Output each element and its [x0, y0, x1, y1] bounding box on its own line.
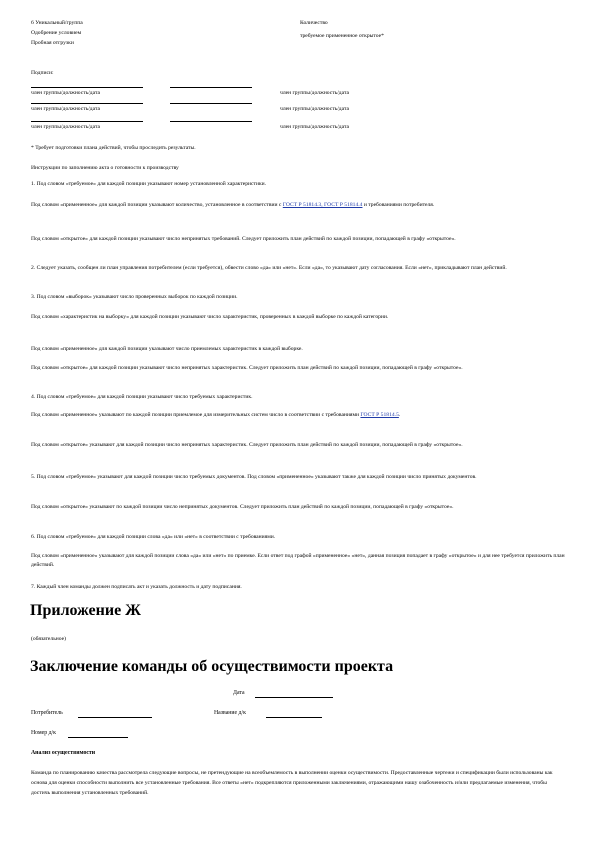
part-name-field[interactable] [266, 717, 322, 718]
instruction-paragraph: Под словом «характеристик на выборку» для каждой позиции указывают число характеристик, проверенных в каждой выборке по каждой категории. [31, 314, 389, 320]
date-field[interactable] [255, 697, 333, 698]
instruction-paragraph: Под словом «открытое» указывают по каждой позиции число непринятых документов. Следует приложить план действий по каждой позиции, попадающей в графу «открытое». [31, 504, 454, 510]
signatures-title: Подписи: [31, 70, 54, 76]
signature-line [170, 121, 252, 122]
instruction-paragraph: 6. Под словом «требуемое» для каждой позиции слова «да» или «нет» в соответствии с требованиями. [31, 534, 276, 540]
appendix-title: Приложение Ж [30, 602, 141, 619]
date-label: Дата [233, 690, 245, 696]
consumer-label: Потребитель [31, 710, 63, 716]
signature-caption: член группы/должность/дата [31, 106, 100, 112]
signature-caption: член группы/должность/дата [31, 124, 100, 130]
signature-line [170, 103, 252, 104]
instruction-paragraph: 1. Под словом «требуемое» для каждой позиции указывают номер установленной характеристики. [31, 181, 267, 187]
feasibility-paragraph: Команда по планированию качества рассмотрела следующие вопросы, не претендующие на всеобъемлемость в выполнении оценки осуществимости. Предоставленные чертежи и спецификации были использованы как основа для оценки способности выполнить все установленные требования. Все ответы «нет» подкрепляются приложенными заключениями, отражающими нашу озабоченность и/или предлагаемые изменения, чтобы достичь выполнения установленных требований. [31, 770, 553, 796]
instruction-paragraph: 4. Под словом «требуемое» для каждой позиции указывают число требуемых характеристик. [31, 394, 253, 400]
signature-caption: член группы/должность/дата [280, 90, 349, 96]
footnote: * Требует подготовки плана действий, чтобы проследить результаты. [31, 145, 196, 151]
instruction-paragraph: Под словом «открытое» указывают для каждой позиции число непринятых характеристик. Следует приложить план действий по каждой позиции, попадающей в графу «открытое». [31, 442, 463, 448]
signature-caption: член группы/должность/дата [280, 106, 349, 112]
signature-line [31, 121, 143, 122]
part-name-label: Название д/к [214, 710, 246, 716]
header-right-line-2: требуемое примененное открытое* [300, 33, 384, 39]
consumer-field[interactable] [78, 717, 152, 718]
signature-line [31, 87, 143, 88]
instruction-paragraph: Под словом «примененное» указывают по каждой позиции приемлемое для измерительных систем число в соответствии с требованиями ГОСТ Р 51814.5. [31, 412, 401, 418]
instruction-paragraph: 3. Под словом «выборок» указывают число проверенных выборок по каждой позиции. [31, 294, 238, 300]
header-right-line-1: Количество [300, 20, 328, 26]
gost-link[interactable]: ГОСТ Р 51814.5 [360, 412, 399, 418]
instruction-paragraph: Под словом «примененное» для каждой позиции указывают количество, установленное в соответствии с ГОСТ Р 51814.3, ГОСТ Р 51814.4 и требованиями потребителя. [31, 202, 435, 208]
signature-line [170, 87, 252, 88]
header-left-line-3: Пробная отгрузки [31, 40, 74, 46]
part-number-label: Номер д/к [31, 730, 56, 736]
instruction-paragraph: 5. Под словом «требуемое» указывают для каждой позиции число требуемых документов. Под словом «примененное» указывают также для каждой позиции число принятых документов. [31, 474, 477, 480]
signature-caption: член группы/должность/дата [280, 124, 349, 130]
instructions-title: Инструкции по заполнению акта о готовности к производству [31, 165, 179, 171]
feasibility-title: Анализ осуществимости [31, 750, 96, 756]
instruction-paragraph: Под словом «открытое» для каждой позиции указывают число непринятых характеристик. Следует приложить план действий по каждой позиции, попадающей в графу «открытое». [31, 365, 463, 371]
instruction-paragraph: Под словом «открытое» для каждой позиции указывают число непринятых требований. Следует приложить план действий по каждой позиции, попадающей в графу «открытое». [31, 236, 456, 242]
instruction-paragraph: 2. Следует указать, сообщен ли план управления потребителем (если требуется), обвести слово «да» или «нет». Если «да», то указывают дату согласования. Если «нет», прикладывают план действий. [31, 265, 507, 271]
appendix-note: (обязательное) [31, 636, 66, 642]
conclusion-title: Заключение команды об осуществимости проекта [30, 658, 394, 675]
instruction-paragraph: 7. Каждый член команды должен подписать акт и указать должность и дату подписания. [31, 584, 242, 590]
instruction-paragraph: Под словом «примененное» указывают для каждой позиции слова «да» или «нет» по приемке. Если ответ под графой «примененное» «нет», данная позиция попадает в графу «открытое» и для нее требуется приложить план действий. [31, 553, 565, 568]
header-left-line-2: Одобрение условием [31, 30, 82, 36]
header-left-line-1: 6 Уникальный/группа [31, 20, 83, 26]
signature-caption: член группы/должность/дата [31, 90, 100, 96]
gost-link[interactable]: ГОСТ Р 51814.3, ГОСТ Р 51814.4 [282, 202, 363, 208]
instruction-paragraph: Под словом «примененное» для каждой позиции указывают число приемлемых характеристик в каждой выборке. [31, 346, 303, 352]
part-number-field[interactable] [68, 737, 128, 738]
signature-line [31, 103, 143, 104]
